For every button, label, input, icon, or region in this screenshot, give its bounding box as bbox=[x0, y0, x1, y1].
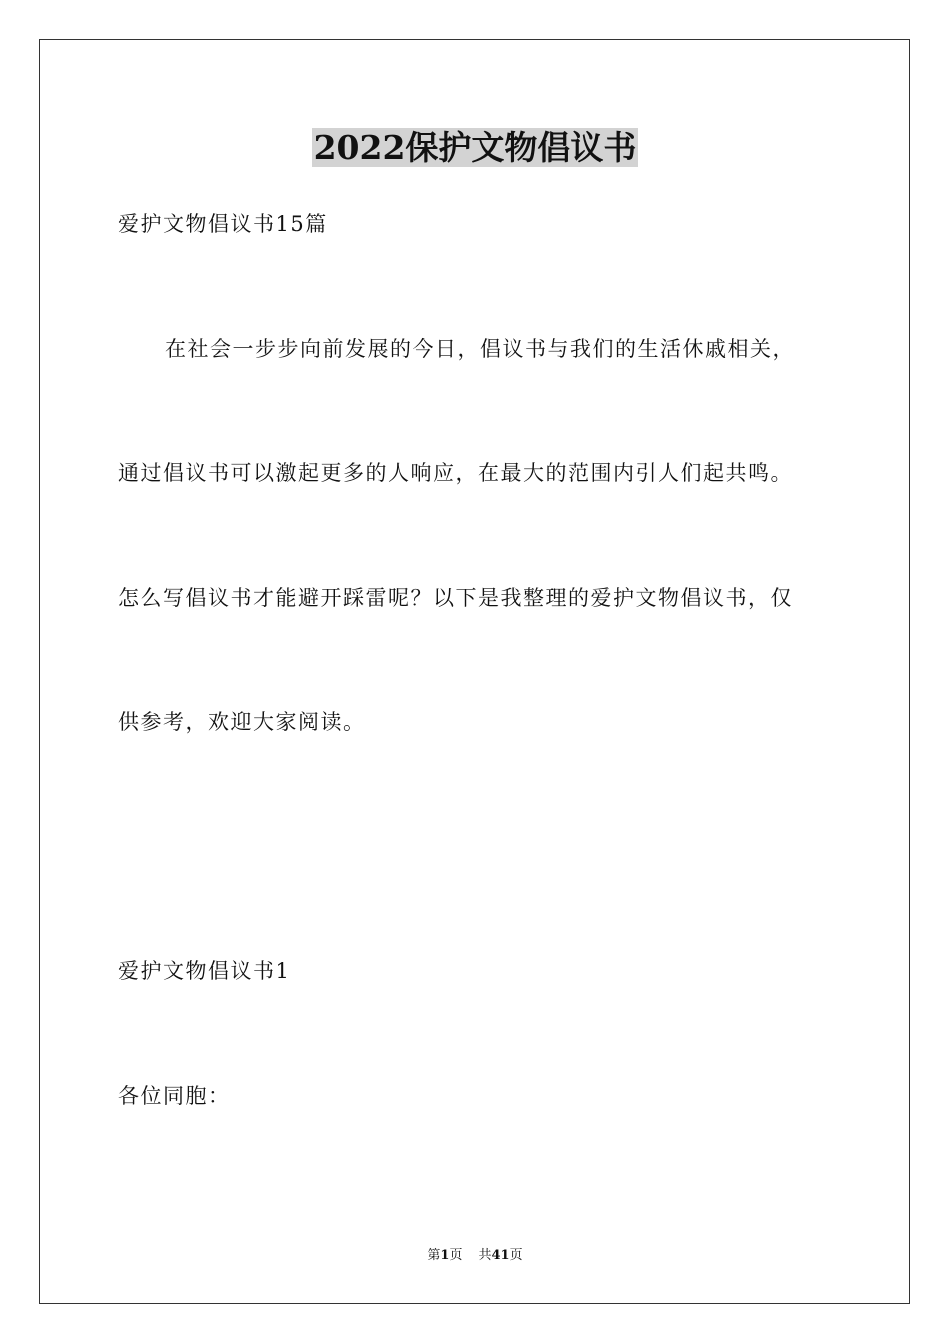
footer-total-prefix: 共 bbox=[478, 1248, 492, 1263]
paragraph-line-3: 怎么写倡议书才能避开踩雷呢？以下是我整理的爱护文物倡议书，仅 bbox=[118, 586, 793, 610]
footer-page-number: 1 bbox=[440, 1248, 450, 1263]
footer-total-suffix: 页 bbox=[509, 1248, 523, 1263]
footer-page-prefix: 第 bbox=[427, 1248, 441, 1263]
page-footer bbox=[0, 1247, 950, 1265]
paragraph-line-2: 通过倡议书可以激起更多的人响应，在最大的范围内引人们起共鸣。 bbox=[118, 461, 793, 485]
salutation: 各位同胞： bbox=[118, 1084, 231, 1108]
paragraph-line-1: 在社会一步步向前发展的今日，倡议书与我们的生活休戚相关， bbox=[165, 337, 795, 361]
footer-page-suffix: 页 bbox=[449, 1248, 463, 1263]
paragraph-line-4: 供参考，欢迎大家阅读。 bbox=[118, 710, 366, 734]
footer-total-pages: 41 bbox=[491, 1248, 510, 1263]
document-subtitle: 爱护文物倡议书15篇 bbox=[118, 212, 328, 236]
document-title bbox=[0, 127, 950, 169]
document-title-text: 2022保护文物倡议书 bbox=[313, 128, 637, 167]
section-heading: 爱护文物倡议书1 bbox=[118, 959, 291, 983]
